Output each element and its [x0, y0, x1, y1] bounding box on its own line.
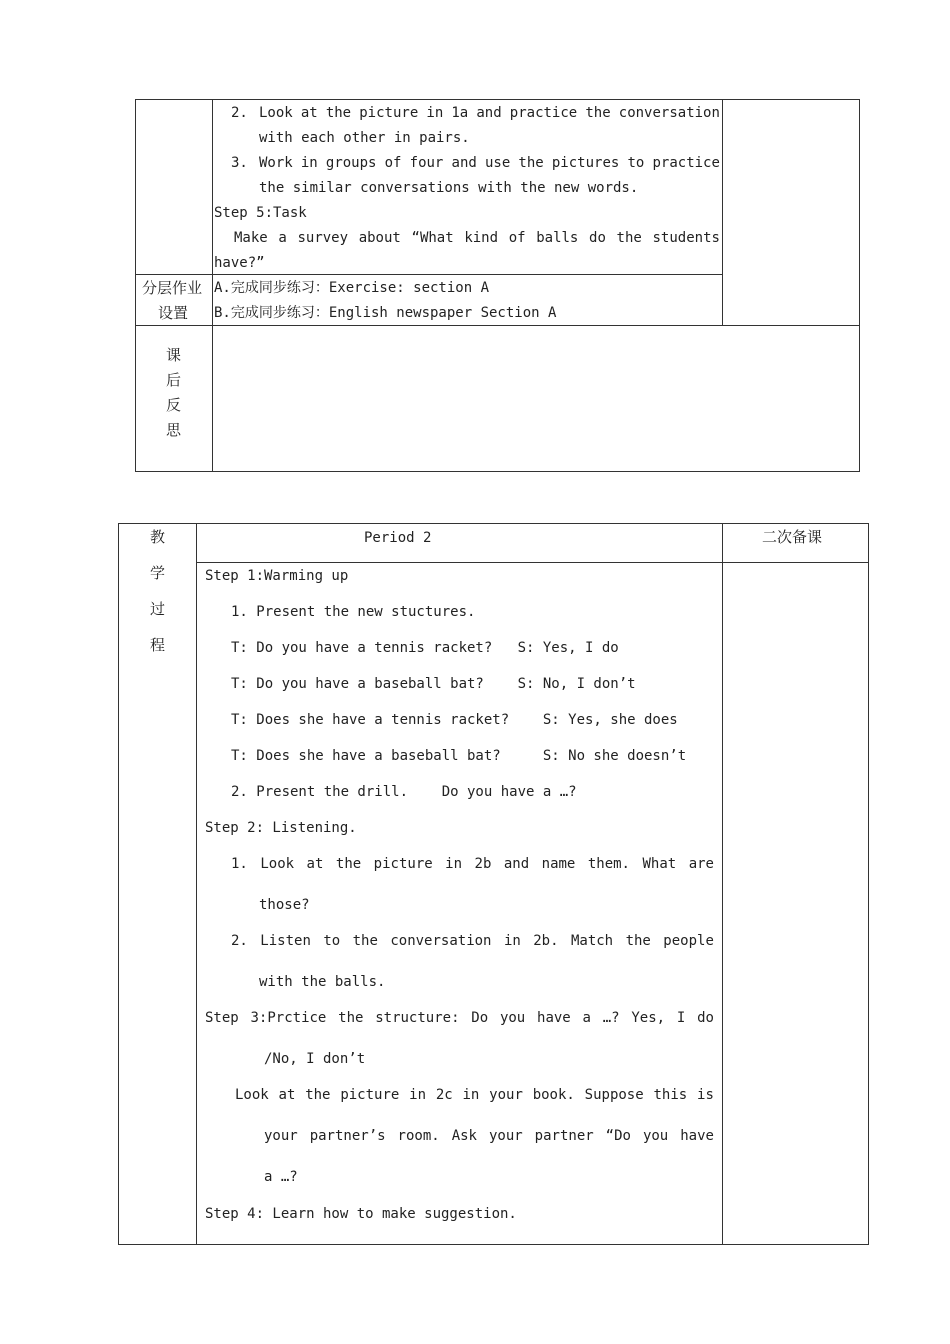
word: do — [589, 230, 606, 246]
second-prep-header: 二次备课 — [762, 528, 823, 546]
word: the — [585, 105, 611, 121]
table2-col-divider-right — [722, 523, 723, 1245]
step5-heading: Step 5:Task — [214, 205, 307, 221]
word: Look — [259, 105, 293, 121]
word: have — [537, 1010, 571, 1026]
word: room. — [397, 1128, 440, 1144]
word: and — [476, 105, 502, 121]
step1-item1: 1. Present the new stuctures. — [231, 604, 476, 620]
word: name — [541, 856, 576, 872]
word: do — [697, 1010, 714, 1026]
word: in — [445, 856, 463, 872]
word: Work — [259, 155, 293, 171]
word: the — [625, 933, 651, 949]
word: structure: — [375, 1010, 460, 1026]
word: 2. — [231, 933, 248, 949]
word: 3:Prctice — [250, 1010, 327, 1026]
word: students — [652, 230, 720, 246]
word: to — [323, 933, 341, 949]
word: have — [680, 1128, 714, 1144]
homework-label-line1: 分层作业 — [142, 279, 203, 297]
item3-text-line2: the similar conversations with the new words. — [259, 180, 639, 196]
table1-row-divider — [135, 274, 723, 275]
word: the — [518, 155, 544, 171]
word: Match — [570, 933, 614, 949]
process-char-4: 程 — [150, 636, 166, 654]
word: 2b. — [533, 933, 559, 949]
table2-header-divider — [196, 562, 869, 563]
homework-a: A.完成同步练习：Exercise: section A — [214, 280, 490, 296]
word: practice — [509, 105, 578, 121]
word: your — [489, 1087, 523, 1103]
word: partner — [534, 1128, 594, 1144]
dialogue-line-2: T: Do you have a baseball bat? S: No, I don’t — [231, 676, 636, 692]
survey-text-line2: have?” — [214, 255, 265, 271]
process-char-3: 过 — [150, 600, 166, 618]
pairwork-line2 — [264, 1128, 714, 1144]
step1-heading: Step 1:Warming up — [205, 568, 349, 584]
word: “What — [411, 230, 454, 246]
reflection-char-1: 课 — [166, 346, 182, 364]
word: 1. — [231, 856, 248, 872]
word: survey — [297, 230, 349, 246]
word: Do — [471, 1010, 489, 1026]
word: “Do — [605, 1128, 631, 1144]
word: in — [503, 933, 521, 949]
dialogue-line-3: T: Does she have a tennis racket? S: Yes, she does — [231, 712, 678, 728]
word: the — [352, 933, 378, 949]
word: picture — [373, 856, 433, 872]
process-char-2: 学 — [150, 564, 166, 582]
item3-text-line1 — [259, 155, 720, 171]
word: your — [488, 1128, 523, 1144]
word: conversation — [390, 933, 492, 949]
word: picture — [340, 1087, 400, 1103]
word: Ask — [451, 1128, 477, 1144]
table1-row-divider-2 — [135, 325, 860, 326]
word: is — [697, 1087, 714, 1103]
word: groups — [325, 155, 377, 171]
word: Suppose — [584, 1087, 644, 1103]
reflection-char-3: 反 — [166, 396, 182, 414]
word: a — [278, 230, 287, 246]
period-title: Period 2 — [364, 530, 432, 546]
word: and — [451, 155, 477, 171]
word: I — [676, 1010, 686, 1026]
process-char-1: 教 — [150, 528, 166, 546]
reflection-char-4: 思 — [166, 421, 182, 439]
word: of — [384, 155, 402, 171]
word: balls — [536, 230, 579, 246]
word: people — [663, 933, 714, 949]
listening-item1-line2: those? — [259, 897, 310, 913]
step3-line1 — [205, 1010, 714, 1026]
table1-col-divider-right — [722, 99, 723, 325]
homework-label-line2: 设置 — [158, 304, 189, 322]
word: in — [409, 1087, 426, 1103]
word: What — [642, 856, 677, 872]
word: about — [358, 230, 401, 246]
word: them. — [587, 856, 630, 872]
step3-line2: /No, I don’t — [264, 1051, 366, 1067]
word: partner’s — [309, 1128, 386, 1144]
word: book. — [532, 1087, 575, 1103]
word: Yes, — [631, 1010, 666, 1026]
word: the — [616, 230, 642, 246]
word: Step — [205, 1010, 239, 1026]
word: practice — [652, 155, 720, 171]
word: picture — [359, 105, 419, 121]
step4-heading: Step 4: Learn how to make suggestion. — [205, 1206, 517, 1222]
dialogue-line-4: T: Does she have a baseball bat? S: No she doesn’t — [231, 748, 687, 764]
reflection-char-2: 后 — [166, 371, 182, 389]
word: in — [462, 1087, 480, 1103]
word: this — [653, 1087, 688, 1103]
word: …? — [602, 1010, 620, 1026]
word: at — [300, 105, 318, 121]
item2-number: 2. — [231, 105, 248, 121]
dialogue-line-1: T: Do you have a tennis racket? S: Yes, I do — [231, 640, 619, 656]
item2-text-line1 — [259, 105, 720, 121]
word: to — [627, 155, 645, 171]
word: kind — [464, 230, 499, 246]
word: conversation — [618, 105, 720, 121]
word: are — [688, 856, 714, 872]
listening-item1-line1 — [231, 856, 714, 872]
word: in — [426, 105, 444, 121]
pairwork-line1 — [235, 1087, 714, 1103]
word: a — [582, 1010, 591, 1026]
step1-item2: 2. Present the drill. Do you have a …? — [231, 784, 577, 800]
listening-item2-line2: with the balls. — [259, 974, 386, 990]
word: Make — [234, 230, 268, 246]
word: Look — [235, 1087, 269, 1103]
word: 1a — [451, 105, 469, 121]
listening-item2-line1 — [231, 933, 714, 949]
word: four — [409, 155, 444, 171]
word: the — [338, 1010, 364, 1026]
table2-col-divider-left — [196, 523, 197, 1245]
word: use — [484, 155, 511, 171]
word: the — [335, 856, 362, 872]
survey-text-line1 — [234, 230, 720, 246]
item2-text-line2: with each other in pairs. — [259, 130, 470, 146]
word: pictures — [551, 155, 620, 171]
word: at — [306, 856, 324, 872]
word: the — [325, 105, 352, 121]
word: the — [305, 1087, 331, 1103]
word: at — [278, 1087, 296, 1103]
item3-number: 3. — [231, 155, 248, 171]
word: Listen — [260, 933, 311, 949]
word: you — [642, 1128, 669, 1144]
word: and — [503, 856, 530, 872]
word: in — [300, 155, 318, 171]
word: your — [264, 1128, 298, 1144]
homework-b: B.完成同步练习：English newspaper Section A — [214, 305, 557, 321]
word: of — [508, 230, 526, 246]
word: Look — [260, 856, 295, 872]
table1-col-divider — [212, 99, 213, 472]
word: 2b — [474, 856, 492, 872]
pairwork-line3: a …? — [264, 1169, 298, 1185]
word: you — [499, 1010, 526, 1026]
word: 2c — [435, 1087, 453, 1103]
step2-heading: Step 2: Listening. — [205, 820, 357, 836]
